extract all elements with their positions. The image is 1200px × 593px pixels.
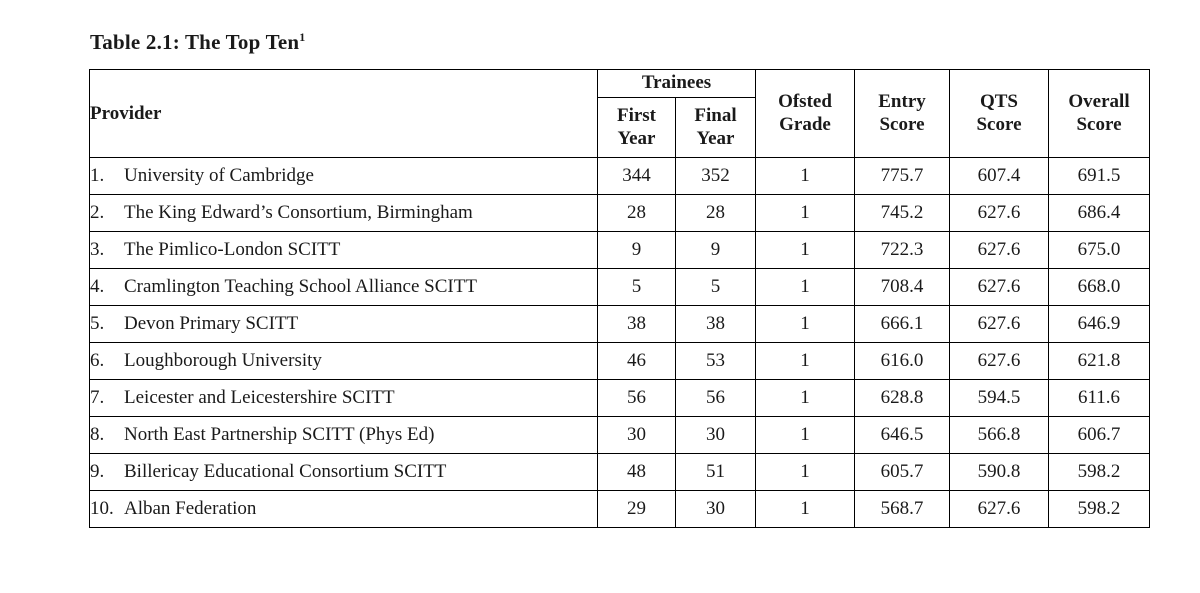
table-caption-text: Table 2.1: The Top Ten — [90, 30, 300, 54]
top-ten-table-container — [89, 69, 1149, 528]
cell-final-year: 5 — [676, 269, 756, 306]
table-header-row-1 — [90, 70, 1150, 98]
column-header-entry-score-line1: Entry — [878, 91, 926, 113]
cell-first-year: 48 — [598, 454, 676, 491]
rank-number: 8. — [90, 424, 105, 445]
cell-qts-score: 627.6 — [950, 232, 1049, 269]
table-row — [90, 269, 1150, 306]
column-header-final-year-line2: Year — [696, 127, 735, 149]
cell-overall-score: 675.0 — [1049, 232, 1150, 269]
cell-ofsted-grade: 1 — [756, 380, 855, 417]
provider-name: The Pimlico-London SCITT — [124, 239, 341, 260]
cell-final-year: 30 — [676, 491, 756, 528]
cell-ofsted-grade: 1 — [756, 306, 855, 343]
provider-name: Leicester and Leicestershire SCITT — [124, 387, 395, 408]
cell-provider — [90, 343, 598, 380]
column-header-final-year — [676, 98, 756, 158]
cell-ofsted-grade: 1 — [756, 232, 855, 269]
column-header-ofsted-grade-line1: Ofsted — [778, 91, 832, 113]
column-header-overall-score — [1049, 70, 1150, 158]
rank-number: 3. — [90, 239, 105, 260]
cell-overall-score: 606.7 — [1049, 417, 1150, 454]
cell-qts-score: 590.8 — [950, 454, 1049, 491]
cell-entry-score: 722.3 — [855, 232, 950, 269]
column-header-qts-score — [950, 70, 1049, 158]
rank-number: 2. — [90, 202, 105, 223]
column-header-entry-score-line2: Score — [879, 113, 925, 135]
cell-final-year: 51 — [676, 454, 756, 491]
cell-first-year: 9 — [598, 232, 676, 269]
cell-overall-score: 621.8 — [1049, 343, 1150, 380]
cell-final-year: 30 — [676, 417, 756, 454]
provider-name: The King Edward’s Consortium, Birmingham — [124, 202, 473, 223]
cell-provider — [90, 306, 598, 343]
cell-ofsted-grade: 1 — [756, 343, 855, 380]
table-row — [90, 454, 1150, 491]
cell-entry-score: 775.7 — [855, 158, 950, 195]
cell-entry-score: 605.7 — [855, 454, 950, 491]
column-header-overall-score-line1: Overall — [1068, 91, 1130, 113]
cell-entry-score: 666.1 — [855, 306, 950, 343]
cell-overall-score: 691.5 — [1049, 158, 1150, 195]
column-header-entry-score — [855, 70, 950, 158]
provider-name: Loughborough University — [124, 350, 322, 371]
column-header-qts-score-line1: QTS — [979, 91, 1019, 113]
table-row — [90, 232, 1150, 269]
table-row — [90, 491, 1150, 528]
table-row — [90, 195, 1150, 232]
column-header-first-year — [598, 98, 676, 158]
column-header-ofsted-grade — [756, 70, 855, 158]
cell-qts-score: 627.6 — [950, 195, 1049, 232]
cell-first-year: 38 — [598, 306, 676, 343]
cell-first-year: 28 — [598, 195, 676, 232]
column-header-qts-score-line2: Score — [976, 113, 1022, 135]
column-header-provider: Provider — [90, 70, 598, 158]
cell-overall-score: 668.0 — [1049, 269, 1150, 306]
cell-qts-score: 627.6 — [950, 269, 1049, 306]
cell-ofsted-grade: 1 — [756, 269, 855, 306]
cell-qts-score: 607.4 — [950, 158, 1049, 195]
footnote-marker: 1 — [299, 30, 306, 44]
rank-number: 7. — [90, 387, 105, 408]
cell-final-year: 53 — [676, 343, 756, 380]
cell-entry-score: 646.5 — [855, 417, 950, 454]
column-header-trainees: Trainees — [598, 70, 756, 98]
cell-provider — [90, 195, 598, 232]
cell-entry-score: 628.8 — [855, 380, 950, 417]
table-body — [90, 158, 1150, 528]
table-row — [90, 380, 1150, 417]
column-header-first-year-line1: First — [616, 105, 657, 127]
cell-overall-score: 598.2 — [1049, 491, 1150, 528]
cell-overall-score: 646.9 — [1049, 306, 1150, 343]
cell-provider — [90, 380, 598, 417]
table-row — [90, 306, 1150, 343]
cell-overall-score: 686.4 — [1049, 195, 1150, 232]
cell-ofsted-grade: 1 — [756, 417, 855, 454]
provider-name: North East Partnership SCITT (Phys Ed) — [124, 424, 435, 445]
rank-number: 1. — [90, 165, 105, 186]
column-header-final-year-line1: Final — [694, 105, 737, 127]
cell-provider — [90, 454, 598, 491]
top-ten-table — [89, 69, 1150, 528]
cell-qts-score: 627.6 — [950, 491, 1049, 528]
cell-ofsted-grade: 1 — [756, 491, 855, 528]
rank-number: 9. — [90, 461, 105, 482]
table-row — [90, 158, 1150, 195]
column-header-ofsted-grade-line2: Grade — [779, 113, 831, 135]
cell-final-year: 352 — [676, 158, 756, 195]
cell-qts-score: 566.8 — [950, 417, 1049, 454]
cell-entry-score: 616.0 — [855, 343, 950, 380]
cell-provider — [90, 232, 598, 269]
table-caption — [90, 30, 305, 55]
cell-first-year: 56 — [598, 380, 676, 417]
rank-number: 6. — [90, 350, 105, 371]
provider-name: Devon Primary SCITT — [124, 313, 299, 334]
rank-number: 5. — [90, 313, 105, 334]
cell-overall-score: 611.6 — [1049, 380, 1150, 417]
cell-overall-score: 598.2 — [1049, 454, 1150, 491]
cell-qts-score: 627.6 — [950, 306, 1049, 343]
cell-ofsted-grade: 1 — [756, 158, 855, 195]
cell-final-year: 9 — [676, 232, 756, 269]
table-header — [90, 70, 1150, 158]
column-header-first-year-line2: Year — [617, 127, 656, 149]
cell-first-year: 344 — [598, 158, 676, 195]
rank-number: 10. — [90, 498, 114, 519]
cell-final-year: 28 — [676, 195, 756, 232]
provider-name: Billericay Educational Consortium SCITT — [124, 461, 447, 482]
cell-provider — [90, 491, 598, 528]
cell-entry-score: 745.2 — [855, 195, 950, 232]
cell-entry-score: 568.7 — [855, 491, 950, 528]
cell-final-year: 56 — [676, 380, 756, 417]
cell-qts-score: 594.5 — [950, 380, 1049, 417]
cell-first-year: 5 — [598, 269, 676, 306]
provider-name: Alban Federation — [124, 498, 257, 519]
column-header-overall-score-line2: Score — [1076, 113, 1122, 135]
cell-final-year: 38 — [676, 306, 756, 343]
provider-name: Cramlington Teaching School Alliance SCITT — [124, 276, 477, 297]
cell-ofsted-grade: 1 — [756, 195, 855, 232]
cell-first-year: 46 — [598, 343, 676, 380]
cell-qts-score: 627.6 — [950, 343, 1049, 380]
cell-ofsted-grade: 1 — [756, 454, 855, 491]
cell-first-year: 29 — [598, 491, 676, 528]
cell-first-year: 30 — [598, 417, 676, 454]
cell-provider — [90, 269, 598, 306]
provider-name: University of Cambridge — [124, 165, 314, 186]
cell-entry-score: 708.4 — [855, 269, 950, 306]
cell-provider — [90, 417, 598, 454]
table-row — [90, 417, 1150, 454]
rank-number: 4. — [90, 276, 105, 297]
table-row — [90, 343, 1150, 380]
cell-provider — [90, 158, 598, 195]
